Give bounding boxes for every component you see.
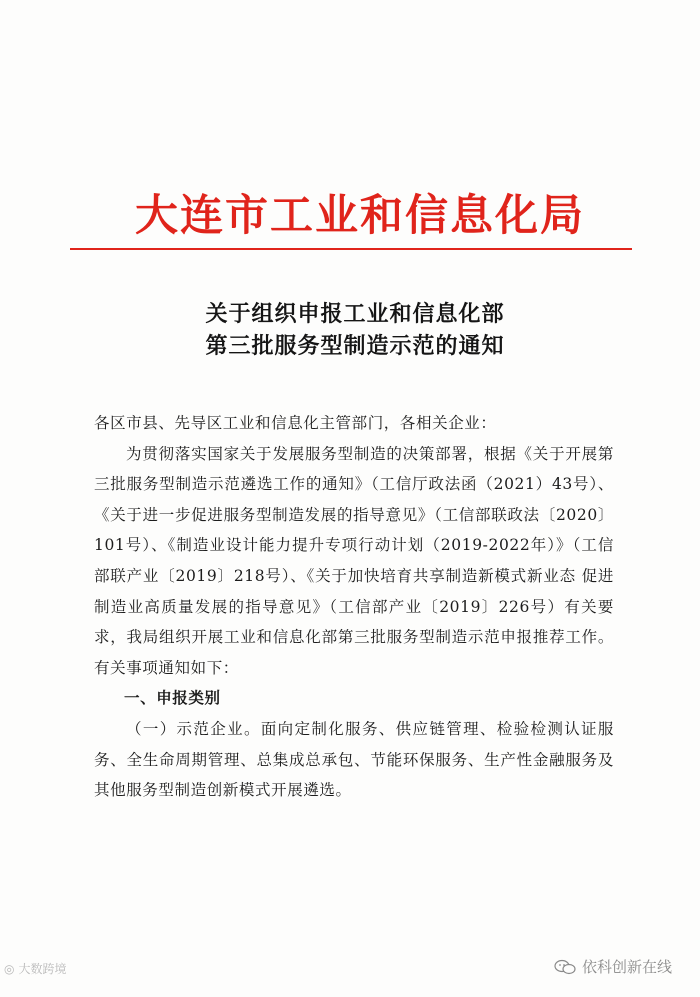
section-heading-1: 一、申报类别 — [124, 688, 221, 708]
red-header-rule — [70, 248, 632, 250]
source-watermark-right — [554, 956, 672, 977]
wechat-icon — [554, 959, 576, 975]
document-title-line-1: 关于组织申报工业和信息化部 — [205, 301, 505, 327]
issuing-organization-title: 大连市工业和信息化局 — [135, 191, 585, 241]
body-paragraph-2: （一）示范企业。面向定制化服务、供应链管理、检验检测认证服务、全生命周期管理、总集成总承包、节能环保服务、生产性金融服务及其他服务型制造创新模式开展遴选。 — [94, 719, 614, 800]
watermark-left-text: 大数跨境 — [18, 962, 67, 976]
document-title-line-2: 第三批服务型制造示范的通知 — [205, 333, 505, 359]
document-title — [120, 298, 590, 362]
salutation: 各区市县、先导区工业和信息化主管部门，各相关企业： — [94, 414, 497, 432]
watermark-logo-icon: ◎ — [4, 961, 15, 976]
body-paragraph-1: 为贯彻落实国家关于发展服务型制造的决策部署，根据《关于开展第三批服务型制造示范遴选工作的通知》（工信厅政法函（2021）43号）、《关于进一步促进服务型制造发展的指导意见》（工信部联政法〔2020〕101号）、《制造业设计能力提升专项行动计划（2019-2022年）》（工信部联产业〔2019〕218号）、《关于加快培育共享制造新模式新业态 促进制造业高质量发展的指导意见》（工信部产业〔2019〕226号）有关要求，我局组织开展工业和信息化部第三批服务型制造示范申报推荐工作。有关事项通知如下： — [94, 444, 614, 677]
watermark-right-text: 依科创新在线 — [581, 958, 672, 976]
document-body — [94, 408, 614, 806]
source-watermark-left — [4, 960, 67, 977]
